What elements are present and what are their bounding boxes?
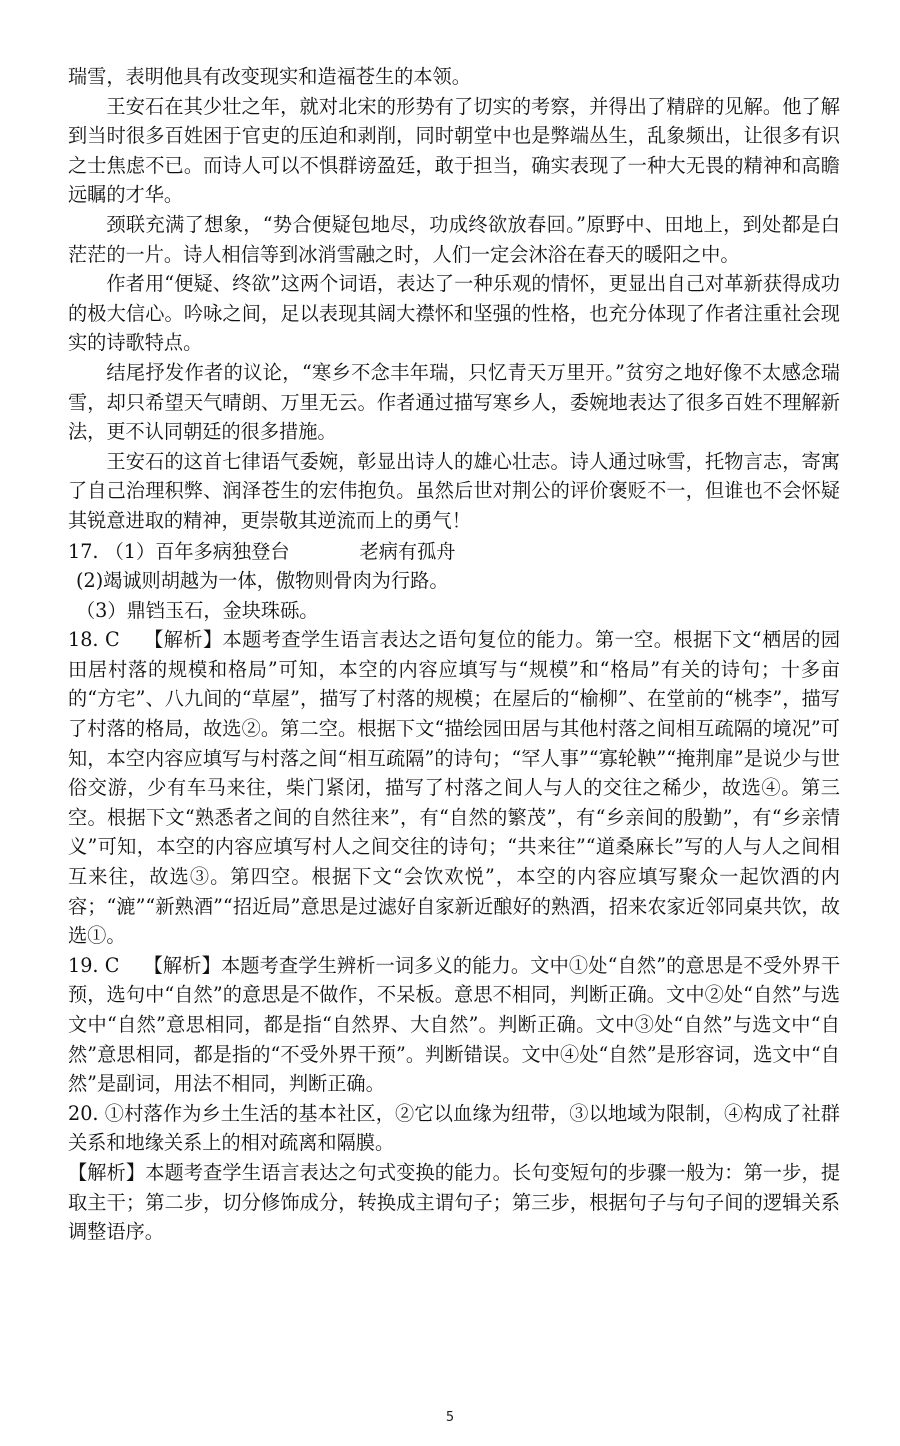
q19-analysis [68, 951, 840, 1099]
q20-number: 20. [68, 1101, 99, 1125]
q20-answer [68, 1099, 840, 1158]
q18-number: 18. C [68, 628, 120, 652]
paragraph-4: 作者用“便疑、终欲”这两个词语，表达了一种乐观的情怀，更显出自己对革新获得成功的极大信心。吟咏之间，足以表现其阔大襟怀和坚强的性格，也充分体现了作者注重社会现实的诗歌特点。 [68, 272, 840, 355]
q17-a1-label: （1） [104, 539, 156, 563]
paragraph-2: 王安石在其少壮之年，就对北宋的形势有了切实的考察，并得出了精辟的见解。他了解到当时很多百姓困于官吏的压迫和剥削，同时朝堂中也是弊端丛生，乱象频出，让很多有识之士焦虑不已。而诗人可以不惧群谤盈廷，敢于担当，确实表现了一种大无畏的精神和高瞻远瞩的才华。 [68, 94, 840, 207]
q17-a1-text2: 老病有孤舟 [359, 539, 456, 563]
q17-a1-text: 百年多病独登台 [155, 539, 290, 563]
paragraph-1: 瑞雪，表明他具有改变现实和造福苍生的本领。 [68, 65, 471, 88]
paragraph-5: 结尾抒发作者的议论，“寒乡不念丰年瑞，只忆青天万里开。”贫穷之地好像不太感念瑞雪，却只希望天气晴朗、万里无云。作者通过描写寒乡人，委婉地表达了很多百姓不理解新法，更不认同朝廷的很多措施。 [68, 360, 840, 444]
q20-tag: 【解析】 [68, 1160, 146, 1184]
q18-tag: 【解析】 [143, 628, 223, 652]
q20-answer-text: ①村落作为乡土生活的基本社区，②它以血缘为纽带，③以地域为限制，④构成了社群关系和地缘关系上的相对疏离和隔膜。 [68, 1101, 840, 1155]
paragraph-3: 颈联充满了想象，“势合便疑包地尽，功成终欲放春回。”原野中、田地上，到处都是白茫茫的一片。诗人相信等到冰消雪融之时，人们一定会沐浴在春天的暖阳之中。 [68, 212, 840, 266]
q20-analysis [68, 1158, 840, 1247]
q18-analysis [68, 625, 840, 951]
paragraph-6: 王安石的这首七律语气委婉，彰显出诗人的雄心壮志。诗人通过咏雪，托物言志，寄寓了自己治理积弊、润泽苍生的宏伟抱负。虽然后世对荆公的评价褒贬不一，但谁也不会怀疑其锐意进取的精神，更崇敬其逆流而上的勇气！ [68, 449, 840, 532]
q19-tag: 【解析】 [143, 953, 221, 977]
q17-number: 17. [68, 539, 99, 563]
q17-answer-1 [68, 537, 840, 567]
q17-answer-2: (2)竭诚则胡越为一体，傲物则骨肉为行路。 [76, 569, 449, 593]
page-number: 5 [445, 1410, 455, 1425]
q18-text: 本题考查学生语言表达之语句复位的能力。第一空。根据下文“栖居的园田居村落的规模和格局”可知，本空的内容应填写与“规模”和“格局”有关的诗句；十多亩的“方宅”、八九间的“草屋”，描写了村落的规模；在屋后的“榆柳”、在堂前的“桃李”，描写了村落的格局，故选②。第二空。根据下文“描绘园田居与其他村落之间相互疏隔的境况”可知，本空内容应填写与村落之间“相互疏隔”的诗句；“罕人事”“寡轮鞅”“掩荆扉”是说少与世俗交游，少有车马来往，柴门紧闭，描写了村落之间人与人的交往之稀少，故选④。第三空。根据下文“熟悉者之间的自然往来”，有“自然的繁茂”，有“乡亲间的殷勤”，有“乡亲情义”可知，本空的内容应填写村人之间交往的诗句；“共来往”“道桑麻长”写的人与人之间相互来往，故选③。第四空。根据下文“会饮欢悦”，本空的内容应填写聚众一起饮酒的内容；“漉”“新熟酒”“招近局”意思是过滤好自家新近酿好的熟酒，招来农家近邻同桌共饮，故选①。 [68, 628, 841, 948]
q20-text: 本题考查学生语言表达之句式变换的能力。长句变短句的步骤一般为：第一步，提取主干；第二步，切分修饰成分，转换成主谓句子；第三步，根据句子与句子间的逻辑关系调整语序。 [68, 1160, 841, 1244]
q19-number: 19. C [68, 953, 120, 977]
document-page [68, 62, 840, 1247]
q17-answer-3: （3）鼎铛玉石，金块珠砾。 [76, 598, 319, 622]
q19-text: 本题考查学生辨析一词多义的能力。文中①处“自然”的意思是不受外界干预，选句中“自然”的意思是不做作，不呆板。意思不相同，判断正确。文中②处“自然”与选文中“自然”意思相同，都是指“自然界、大自然”。判断正确。文中③处“自然”与选文中“自然”意思相同，都是指的“不受外界干预”。判断错误。文中④处“自然”是形容词，选文中“自然”是副词，用法不相同，判断正确。 [68, 953, 841, 1096]
